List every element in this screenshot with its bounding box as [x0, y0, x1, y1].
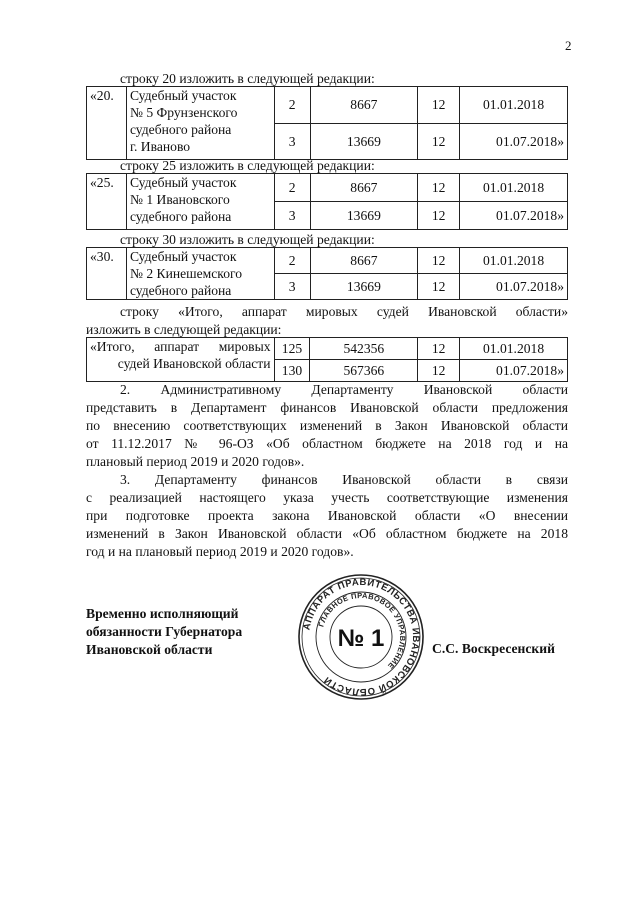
- table-cell: 12: [418, 248, 460, 274]
- total-name-line: судей Ивановской области: [117, 356, 271, 371]
- table-cell: 8667: [310, 174, 418, 202]
- signature-name: С.С. Воскресенский: [432, 641, 555, 656]
- table-cell: 2: [274, 248, 310, 274]
- row20-intro: строку 20 изложить в следующей редакции:: [120, 71, 375, 86]
- table-cell: 8667: [310, 87, 418, 124]
- table-cell: 01.01.2018: [460, 338, 568, 360]
- signature-position: [86, 605, 242, 659]
- table-cell: 12: [418, 338, 460, 360]
- row25-name-line: № 1 Ивановского: [129, 192, 230, 207]
- table-cell: 8667: [310, 248, 418, 274]
- para2-line: плановый период 2019 и 2020 годов».: [86, 454, 305, 469]
- row25-intro: строку 25 изложить в следующей редакции:: [120, 158, 375, 173]
- table-cell: 12: [418, 360, 460, 382]
- table-cell: 125: [274, 338, 310, 360]
- table-cell: 130: [274, 360, 310, 382]
- row30-name: [126, 248, 274, 300]
- para3-line: с реализацией настоящего указа учесть соответствующие изменения: [86, 490, 568, 505]
- row20-name-line: Судебный участок: [129, 88, 237, 103]
- table-cell: 542356: [310, 338, 418, 360]
- table-cell: 12: [418, 274, 460, 300]
- row30-intro: строку 30 изложить в следующей редакции:: [120, 232, 375, 247]
- para3-line: изменений в Закон Ивановской области «Об областном бюджете на 2018: [86, 526, 568, 541]
- official-seal: [296, 572, 426, 702]
- table-cell: 01.01.2018: [460, 248, 568, 274]
- table-cell: 567366: [310, 360, 418, 382]
- seal-number: № 1: [337, 625, 385, 652]
- table-cell: 2: [274, 174, 310, 202]
- row25-name-line: судебного района: [129, 209, 232, 224]
- para3-line: 3. Департаменту финансов Ивановской области в связи: [120, 472, 568, 487]
- table-cell: 01.07.2018»: [460, 202, 568, 230]
- page-number: 2: [565, 38, 572, 53]
- seal-inner-text: ГЛАВНОЕ ПРАВОВОЕ УПРАВЛЕНИЕ: [316, 590, 408, 671]
- table-cell: 3: [274, 123, 310, 160]
- signature-position-line: Временно исполняющий: [86, 606, 239, 621]
- table-cell: 01.07.2018»: [460, 274, 568, 300]
- table-cell: 12: [418, 123, 460, 160]
- table-cell: 01.07.2018»: [460, 360, 568, 382]
- row20-name-line: г. Иваново: [129, 139, 191, 154]
- row25-number: «25.: [87, 174, 127, 230]
- table-cell: 01.01.2018: [460, 174, 568, 202]
- para2-line: представить в Департамент финансов Ивановской области предложения: [86, 400, 568, 415]
- row30-table: [86, 247, 568, 300]
- row25-table: [86, 173, 568, 230]
- table-cell: 12: [418, 87, 460, 124]
- para3-line: год и на плановый период 2019 и 2020 годов».: [86, 544, 354, 559]
- row20-table: [86, 86, 568, 160]
- table-cell: 3: [274, 274, 310, 300]
- table-cell: 2: [274, 87, 310, 124]
- row20-name-line: № 5 Фрунзенского: [129, 105, 238, 120]
- para2-line: 2. Административному Департаменту Ивановской области: [120, 382, 568, 397]
- row25-name-line: Судебный участок: [129, 175, 237, 190]
- total-intro-line: строку «Итого, аппарат мировых судей Ивановской области»: [120, 304, 568, 319]
- row20-name: [126, 87, 274, 160]
- para2-line: от 11.12.2017 № 96-ОЗ «Об областном бюджете на 2018 год и на: [86, 436, 568, 451]
- row20-number: «20.: [87, 87, 127, 160]
- table-cell: 13669: [310, 202, 418, 230]
- table-cell: 01.01.2018: [460, 87, 568, 124]
- signature-position-line: обязанности Губернатора: [86, 624, 243, 639]
- seal-outer-text: АППАРАТ ПРАВИТЕЛЬСТВА ИВАНОВСКОЙ ОБЛАСТИ: [301, 576, 422, 698]
- para2-line: по внесению соответствующих изменений в Закон Ивановской области: [86, 418, 568, 433]
- table-cell: 01.07.2018»: [460, 123, 568, 160]
- table-cell: 12: [418, 174, 460, 202]
- row20-name-line: судебного района: [129, 122, 232, 137]
- para3-line: при подготовке проекта закона Ивановской области «О внесении: [86, 508, 568, 523]
- table-cell: 3: [274, 202, 310, 230]
- row30-name-line: № 2 Кинешемского: [129, 266, 243, 281]
- table-cell: 12: [418, 202, 460, 230]
- row30-name-line: судебного района: [129, 283, 232, 298]
- row25-name: [126, 174, 274, 230]
- table-cell: 13669: [310, 123, 418, 160]
- signature-position-line: Ивановской области: [86, 642, 213, 657]
- table-cell: 13669: [310, 274, 418, 300]
- row30-number: «30.: [87, 248, 127, 300]
- total-name-line: «Итого, аппарат мировых: [90, 339, 271, 354]
- row30-name-line: Судебный участок: [129, 249, 237, 264]
- total-intro-line: изложить в следующей редакции:: [86, 322, 282, 337]
- total-table: [86, 337, 568, 382]
- total-name: [87, 338, 275, 382]
